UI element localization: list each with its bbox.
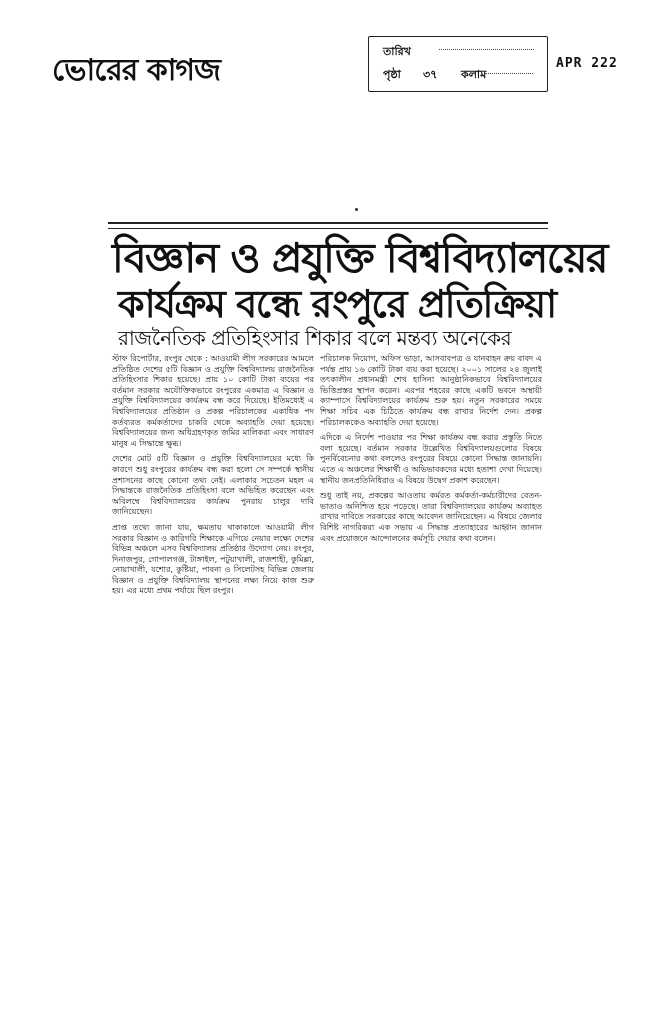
clip-date-stamp: APR 222 [556, 56, 618, 71]
article-paragraph: দেশের মোট ৫টি বিজ্ঞান ও প্রযুক্তি বিশ্ববিদ্যালয়ের মধ্যে কি কারণে শুধু রংপুরের কার্যক্রম বন্ধ করা হলো সে সম্পর্কে স্থানীয় প্রশাসনের কাছে কোনো তথ্য নেই। এলাকার সচেতন মহল এ সিদ্ধান্তকে রাজনৈতিক প্রতিহিংসা বলে অভিহিত করেছেন এবং অবিলম্বে বিশ্ববিদ্যালয়ের কার্যক্রম পুনরায় চালুর দাবি জানিয়েছেন। [112, 454, 314, 517]
article-paragraph: পরিচালক নিয়োগ, অফিস ভাড়া, আসবাবপত্র ও যানবাহন ক্রয় বাবদ এ পর্যন্ত প্রায় ১৬ কোটি টাকা ব্যয় করা হয়েছে। ২০০১ সালের ২৪ জুলাই তৎকালীন প্রধানমন্ত্রী শেখ হাসিনা আনুষ্ঠানিকভাবে বিশ্ববিদ্যালয়ের ভিত্তিপ্রস্তর স্থাপন করেন। এরপর শহরের কাছে একটি ভবনে অস্থায়ী ক্যাম্পাসে বিশ্ববিদ্যালয়ের কার্যক্রম শুরু হয়। নতুন সরকারের সময়ে শিক্ষা সচিব এক চিঠিতে কার্যক্রম বন্ধ রাখার নির্দেশ দেন। প্রকল্প পরিচালককেও অব্যাহতি দেয়া হয়েছে। [320, 354, 542, 427]
article-paragraph: স্টাফ রিপোর্টার, রংপুর থেকে : আওয়ামী লীগ সরকারের আমলে প্রতিষ্ঠিত দেশের ৫টি বিজ্ঞান ও প্রযুক্তি বিশ্ববিদ্যালয় রাজনৈতিক প্রতিহিংসার শিকার হয়েছে। প্রায় ১০ কোটি টাকা ব্যয়ের পর বর্তমান সরকার অযৌক্তিকভাবে রংপুরের একমাত্র এ বিজ্ঞান ও প্রযুক্তি বিশ্ববিদ্যালয়ের কার্যক্রম বন্ধ করে দিয়েছে। ইতিমধ্যেই এ বিশ্ববিদ্যালয়ের প্রতিষ্ঠান ও প্রকল্প পরিচালকের একাধিক পদ কর্তব্যরত কর্মকর্তাদের চাকরি থেকে অব্যাহতি দেয়া হয়েছে। বিশ্ববিদ্যালয়ের জন্য অধিগ্রহণকৃত জমির মালিকরা এবং সাধারণ মানুষ এ সিদ্ধান্তে ক্ষুব্ধ। [112, 354, 314, 448]
article-paragraph: শুধু তাই নয়, প্রকল্পের আওতায় কর্মরত কর্মকর্তা-কর্মচারীদের বেতন-ভাতাও অনিশ্চিত হয়ে পড়েছে। তারা বিশ্ববিদ্যালয়ের কার্যক্রম অব্যাহত রাখার দাবিতে সরকারের কাছে আবেদন জানিয়েছেন। এ বিষয়ে জেলার বিশিষ্ট নাগরিকরা এক সভায় এ সিদ্ধান্ত প্রত্যাহারের আহ্বান জানান এবং প্রয়োজনে আন্দোলনের কর্মসূচি দেয়ার কথা বলেন। [320, 491, 542, 543]
scan-speck [355, 208, 358, 211]
article-headline-line-1: বিজ্ঞান ও প্রযুক্তি বিশ্ববিদ্যালয়ের [112, 234, 607, 282]
stamp-column-label: কলাম [461, 68, 487, 81]
stamp-column-line [485, 73, 533, 74]
newspaper-masthead: ভোরের কাগজ [52, 53, 220, 88]
headline-top-rule-thin [108, 228, 548, 229]
stamp-date-label: তারিখ [383, 45, 411, 58]
clipping-stamp-box [368, 36, 548, 92]
article-paragraph: প্রাপ্ত তথ্যে জানা যায়, ক্ষমতায় থাকাকালে আওয়ামী লীগ সরকার বিজ্ঞান ও কারিগরি শিক্ষাকে এগিয়ে নেয়ার লক্ষ্যে দেশের বিভিন্ন অঞ্চলে এসব বিশ্ববিদ্যালয় প্রতিষ্ঠার উদ্যোগ নেয়। রংপুর, দিনাজপুর, গোপালগঞ্জ, টাঙ্গাইল, পটুয়াখালী, রাজশাহী, কুমিল্লা, নোয়াখালী, যশোর, কুষ্টিয়া, পাবনা ও সিলেটসহ বিভিন্ন জেলায় বিজ্ঞান ও প্রযুক্তি বিশ্ববিদ্যালয় স্থাপনের লক্ষ্য নিয়ে কাজ শুরু হয়। এর মধ্যে প্রথম পর্যায়ে ছিল রংপুর। [112, 522, 314, 596]
stamp-date-line [439, 49, 534, 50]
article-paragraph: এদিকে এ নির্দেশ পাওয়ার পর শিক্ষা কার্যক্রম বন্ধ করার প্রস্তুতি নিতে বলা হয়েছে। বর্তমান সরকার উল্লেখিত বিশ্ববিদ্যালয়গুলোর বিষয়ে পুনর্বিবেচনার কথা বললেও রংপুরের বিষয়ে কোনো সিদ্ধান্ত জানায়নি। এতে এ অঞ্চলের শিক্ষার্থী ও অভিভাবকদের মধ্যে হতাশা দেখা দিয়েছে। স্থানীয় জনপ্রতিনিধিরাও এ বিষয়ে উদ্বেগ প্রকাশ করেছেন। [320, 433, 542, 485]
stamp-page-value: ৩৭ [423, 68, 438, 81]
article-subheadline: রাজনৈতিক প্রতিহিংসার শিকার বলে মন্তব্য অনেকের [118, 326, 512, 350]
article-column-right [320, 354, 542, 584]
headline-top-rule [108, 222, 548, 224]
article-headline-line-2: কার্যক্রম বন্ধে রংপুরে প্রতিক্রিয়া [118, 282, 556, 326]
stamp-page-label: পৃষ্ঠা [383, 68, 401, 81]
article-column-left [112, 354, 314, 596]
